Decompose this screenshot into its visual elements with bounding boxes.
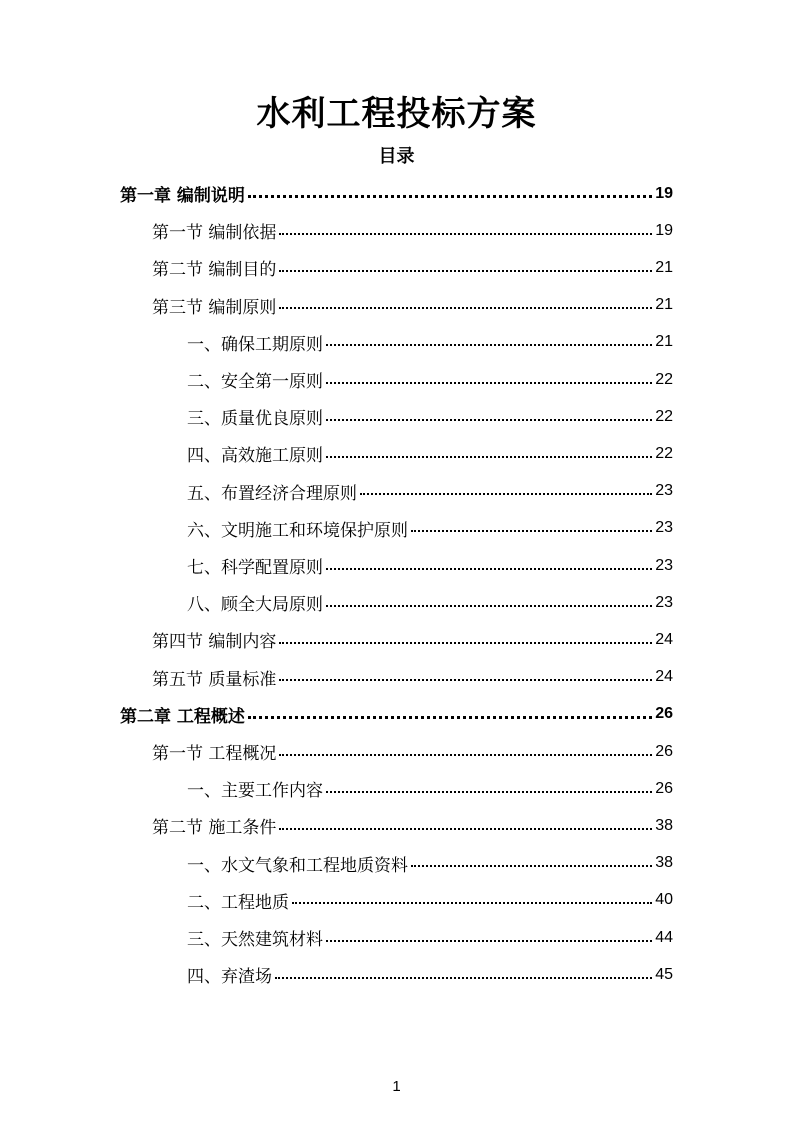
toc-entry-title: 一、确保工期原则 — [187, 334, 323, 355]
toc-dot-leader — [411, 530, 652, 532]
toc-entry-title: 三、天然建筑材料 — [187, 930, 323, 950]
toc-entry[interactable] — [152, 733, 673, 770]
toc-entry-title: 第一节 工程概况 — [152, 744, 277, 764]
toc-entry-title: 二、安全第一原则 — [187, 372, 323, 392]
toc-entry[interactable] — [152, 212, 673, 249]
page-number: 1 — [392, 1078, 401, 1095]
toc-entry-page-number: 24 — [655, 668, 673, 686]
toc-entry-page-number: 22 — [655, 407, 673, 425]
toc-entry-page-number: 24 — [655, 630, 673, 648]
toc-dot-leader — [292, 902, 652, 904]
toc-entry-title: 第一章 编制说明 — [120, 186, 245, 206]
toc-entry-title: 第五节 质量标准 — [152, 669, 277, 690]
toc-entry[interactable] — [187, 584, 673, 621]
toc-entry-title: 第一节 编制依据 — [152, 223, 277, 244]
toc-dot-leader — [279, 270, 652, 272]
toc-entry-title: 六、文明施工和环境保护原则 — [187, 520, 408, 541]
toc-entry-page-number: 21 — [655, 296, 673, 314]
document-title: 水利工程投标方案 — [256, 94, 537, 134]
toc-dot-leader — [279, 679, 652, 681]
toc-dot-leader — [326, 344, 652, 346]
toc-entry-page-number: 38 — [655, 854, 673, 872]
toc-entry-page-number: 21 — [655, 258, 673, 276]
toc-entry-title: 第四节 编制内容 — [152, 632, 277, 653]
toc-dot-leader — [411, 865, 652, 867]
toc-entry[interactable] — [187, 919, 673, 956]
toc-entry[interactable] — [120, 175, 673, 212]
toc-entry-page-number: 26 — [655, 705, 673, 723]
toc-dot-leader — [360, 493, 652, 495]
toc-dot-leader — [279, 828, 652, 830]
toc-entry-page-number: 26 — [655, 742, 673, 760]
toc-dot-leader — [279, 233, 652, 235]
toc-entry-page-number: 23 — [655, 482, 673, 500]
toc-entry[interactable] — [152, 249, 673, 286]
toc-entry[interactable] — [187, 882, 673, 919]
toc-entry-page-number: 45 — [655, 965, 673, 983]
toc-entry-page-number: 23 — [655, 593, 673, 611]
toc-entry-title: 七、科学配置原则 — [187, 558, 323, 578]
toc-entry[interactable] — [152, 807, 673, 844]
toc-entry[interactable] — [152, 621, 673, 658]
toc-entry-page-number: 38 — [655, 816, 673, 834]
toc-dot-leader — [326, 605, 652, 607]
toc-heading: 目录 — [378, 146, 415, 167]
toc-entry-title: 五、布置经济合理原则 — [187, 483, 357, 504]
toc-entry[interactable] — [187, 956, 673, 993]
toc-entry-page-number: 26 — [655, 779, 673, 797]
toc-entry-title: 第三节 编制原则 — [152, 297, 277, 318]
toc-entry[interactable] — [187, 547, 673, 584]
toc-entry-title: 一、主要工作内容 — [187, 781, 323, 802]
toc-entry[interactable] — [187, 435, 673, 472]
toc-dot-leader — [326, 456, 652, 458]
toc-entry-page-number: 23 — [655, 519, 673, 537]
toc-dot-leader — [326, 791, 652, 793]
toc-dot-leader — [326, 419, 652, 421]
toc-entry-page-number: 19 — [655, 184, 673, 202]
toc-dot-leader — [326, 940, 652, 942]
toc-entry-page-number: 44 — [655, 928, 673, 946]
toc-dot-leader — [279, 642, 652, 644]
toc-entry-title: 第二节 编制目的 — [152, 260, 277, 281]
toc-entry-page-number: 21 — [655, 333, 673, 351]
toc-entry-title: 一、水文气象和工程地质资料 — [187, 855, 408, 876]
toc-entry-title: 四、弃渣场 — [187, 967, 272, 988]
toc-entry-page-number: 19 — [655, 221, 673, 239]
toc-entry-title: 三、质量优良原则 — [187, 409, 323, 430]
toc-entry-title: 四、高效施工原则 — [187, 446, 323, 467]
toc-entry[interactable] — [187, 770, 673, 807]
toc-entry[interactable] — [187, 398, 673, 435]
toc-entry-title: 第二节 施工条件 — [152, 818, 277, 839]
toc-dot-leader — [326, 382, 652, 384]
toc-entry[interactable] — [120, 696, 673, 733]
toc-entry-page-number: 22 — [655, 444, 673, 462]
toc-dot-leader — [279, 307, 652, 309]
toc-entry-title: 二、工程地质 — [187, 892, 289, 913]
toc-entry[interactable] — [187, 324, 673, 361]
toc-dot-leader — [248, 195, 652, 198]
toc-entry-title: 八、顾全大局原则 — [187, 595, 323, 616]
toc-entry[interactable] — [187, 845, 673, 882]
toc-entry[interactable] — [187, 473, 673, 510]
toc-entry[interactable] — [152, 287, 673, 324]
toc-dot-leader — [275, 977, 652, 979]
toc-dot-leader — [326, 568, 652, 570]
toc-entry[interactable] — [187, 510, 673, 547]
toc-entry-page-number: 40 — [655, 891, 673, 909]
toc-entry-page-number: 22 — [655, 370, 673, 388]
toc-dot-leader — [279, 754, 652, 756]
toc-dot-leader — [248, 716, 652, 719]
toc-entry-page-number: 23 — [655, 556, 673, 574]
toc-entry[interactable] — [187, 361, 673, 398]
toc-entry-title: 第二章 工程概述 — [120, 706, 245, 727]
toc-entry[interactable] — [152, 659, 673, 696]
